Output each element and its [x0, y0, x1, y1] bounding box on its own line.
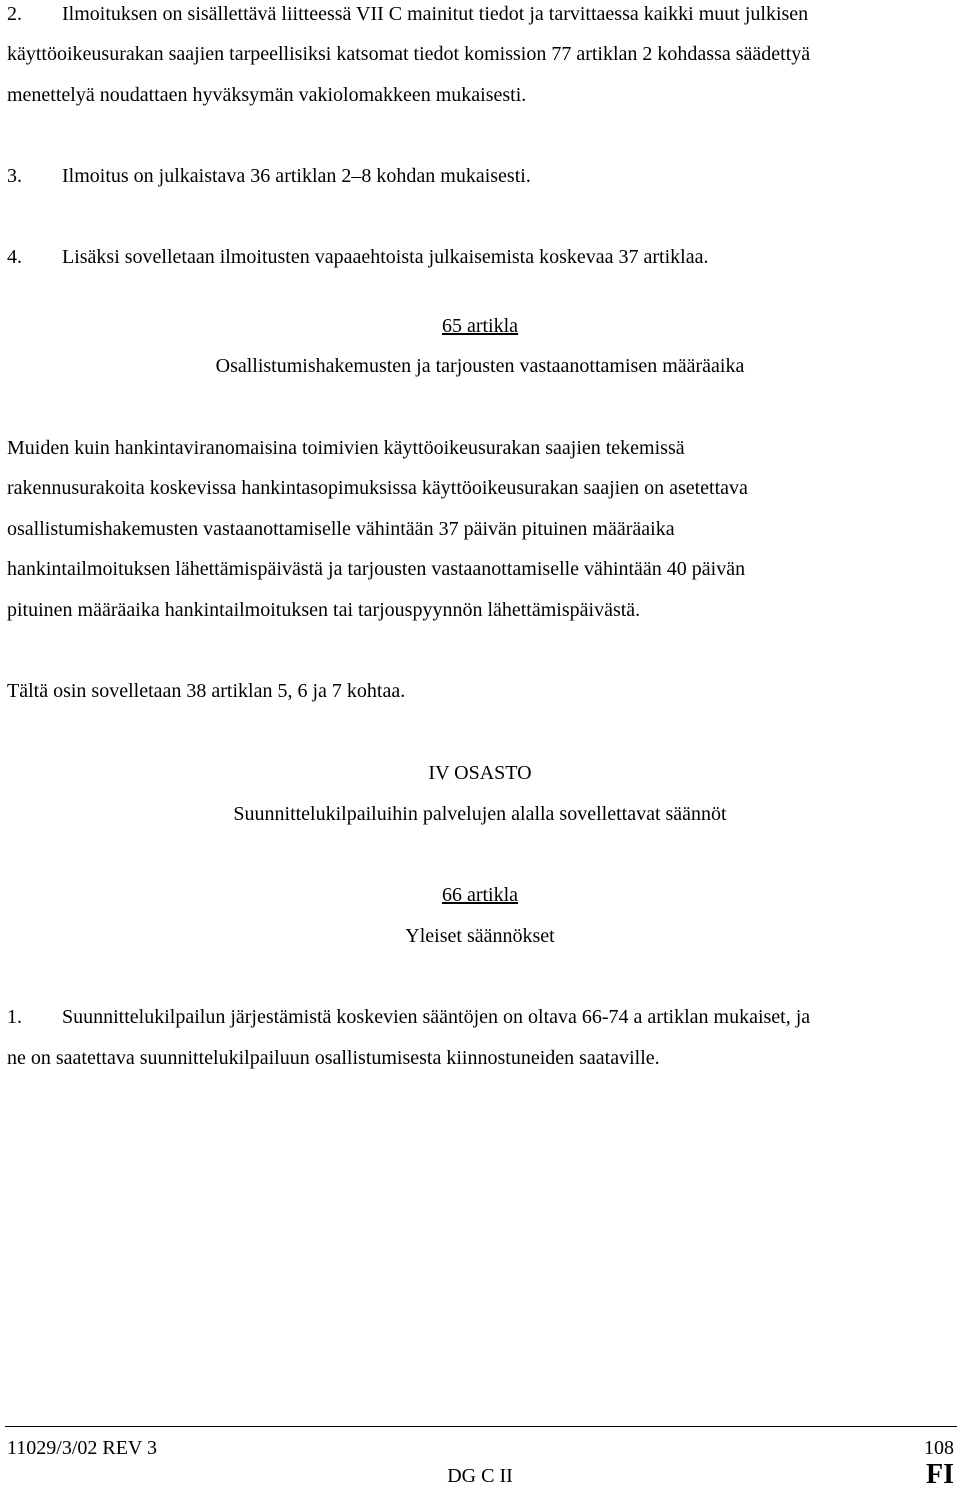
article-65-heading: 65 artikla	[441, 315, 519, 337]
paragraph-2-number: 2.	[7, 3, 22, 25]
article-65-body-line-1: Muiden kuin hankintaviranomaisina toimivien käyttöoikeusurakan saajien tekemissä	[7, 437, 685, 459]
title-iv-heading: IV OSASTO	[428, 762, 532, 784]
paragraph-3	[7, 164, 531, 188]
article-65-heading-row	[0, 314, 960, 338]
footer-language-code: FI	[926, 1459, 954, 1490]
paragraph-3-text: Ilmoitus on julkaistava 36 artiklan 2–8 kohdan mukaisesti.	[62, 165, 531, 187]
article-66-paragraph-1-line-2: ne on saatettava suunnittelukilpailuun osallistumisesta kiinnostuneiden saataville.	[7, 1047, 660, 1069]
footer-page-number: 108	[924, 1437, 954, 1459]
paragraph-2-text-1: Ilmoituksen on sisällettävä liitteessä VII C mainitut tiedot ja tarvittaessa kaikki muut julkisen	[62, 3, 809, 25]
article-65-body-line-4: hankintailmoituksen lähettämispäivästä ja tarjousten vastaanottamiselle vähintään 40 päivän	[7, 558, 746, 580]
paragraph-4	[7, 245, 708, 269]
article-66-title: Yleiset säännökset	[405, 925, 555, 947]
article-65-body-line-3: osallistumishakemusten vastaanottamiselle vähintään 37 päivän pituinen määräaika	[7, 518, 675, 540]
paragraph-2-line-1	[7, 2, 808, 26]
article-66-paragraph-1-number: 1.	[7, 1006, 22, 1028]
paragraph-2-line-2: käyttöoikeusurakan saajien tarpeellisiksi katsomat tiedot komission 77 artiklan 2 kohdassa säädettyä	[7, 43, 811, 65]
paragraph-3-number: 3.	[7, 165, 22, 187]
article-66-paragraph-1-line-1	[7, 1005, 810, 1029]
article-66-paragraph-1-text-1: Suunnittelukilpailun järjestämistä koskevien sääntöjen on oltava 66-74 a artiklan mukaiset, ja	[62, 1006, 811, 1028]
paragraph-2-line-3: menettelyä noudattaen hyväksymän vakiolomakkeen mukaisesti.	[7, 84, 527, 106]
paragraph-4-number: 4.	[7, 246, 22, 268]
title-iv-subtitle: Suunnittelukilpailuihin palvelujen alalla sovellettavat säännöt	[233, 803, 727, 825]
article-66-heading-row	[0, 883, 960, 907]
paragraph-4-text: Lisäksi sovelletaan ilmoitusten vapaaehtoista julkaisemista koskevaa 37 artiklaa.	[62, 246, 709, 268]
article-65-body-line-2: rakennusurakoita koskevissa hankintasopimuksissa käyttöoikeusurakan saajien on asetettava	[7, 477, 748, 499]
footer-document-reference: 11029/3/02 REV 3	[7, 1437, 158, 1459]
article-66-heading: 66 artikla	[441, 884, 519, 906]
article-65-title: Osallistumishakemusten ja tarjousten vastaanottamisen määräaika	[215, 355, 745, 377]
footer-directorate: DG C II	[447, 1465, 513, 1487]
article-65-closing: Tältä osin sovelletaan 38 artiklan 5, 6 ja 7 kohtaa.	[7, 680, 406, 702]
footer-divider	[5, 1426, 957, 1427]
article-65-body-line-5: pituinen määräaika hankintailmoituksen tai tarjouspyynnön lähettämispäivästä.	[7, 599, 641, 621]
